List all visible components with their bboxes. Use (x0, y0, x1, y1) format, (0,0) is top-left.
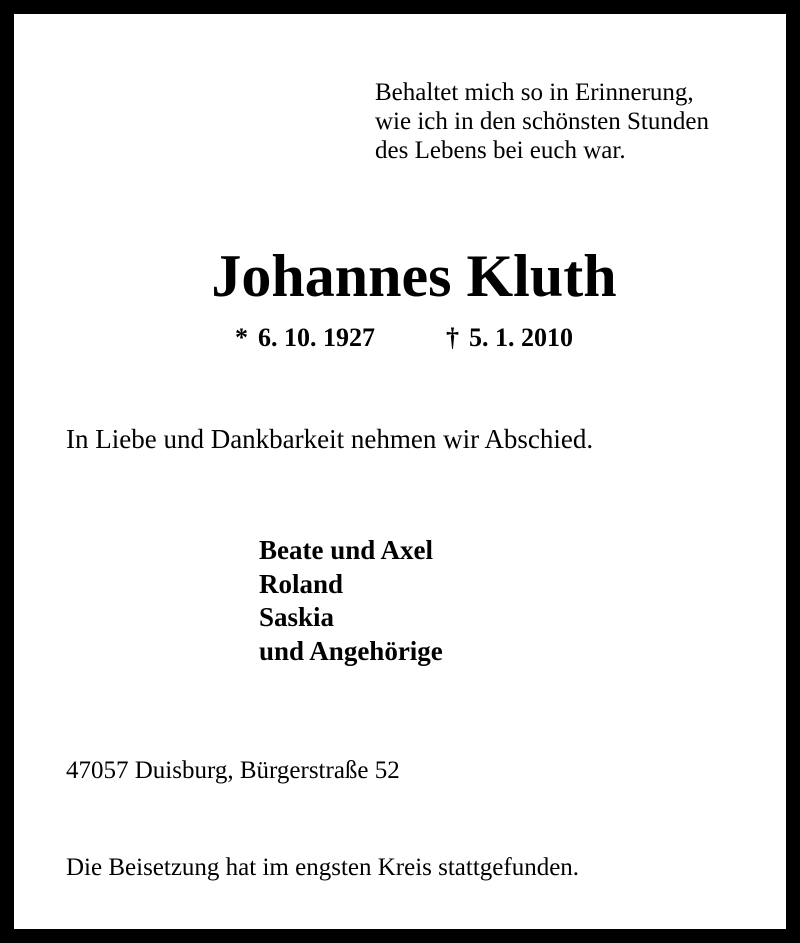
mourner-name: Saskia (259, 602, 335, 632)
motto-quote (375, 78, 709, 165)
deceased-name: Johannes Kluth (211, 243, 617, 309)
birth-date: 6. 10. 1927 (258, 323, 375, 352)
motto-line: Behaltet mich so in Erinnerung, (375, 79, 694, 106)
death-date-line (446, 323, 573, 353)
death-symbol: † (446, 323, 459, 352)
mourner-name: Beate und Axel (259, 535, 434, 565)
farewell-text: In Liebe und Dankbarkeit nehmen wir Abschied. (66, 424, 594, 454)
birth-date-line (235, 323, 375, 353)
death-date: 5. 1. 2010 (469, 323, 573, 352)
birth-symbol: * (235, 323, 248, 352)
address: 47057 Duisburg, Bürgerstraße 52 (66, 757, 400, 784)
mourner-name: Roland (259, 568, 344, 599)
motto-line: des Lebens bei euch war. (375, 137, 626, 164)
motto-line: wie ich in den schönsten Stunden (375, 108, 709, 135)
mourner-name: und Angehörige (259, 635, 443, 666)
funeral-note: Die Beisetzung hat im engsten Kreis stattgefunden. (66, 854, 580, 881)
mourners-list (259, 534, 443, 668)
